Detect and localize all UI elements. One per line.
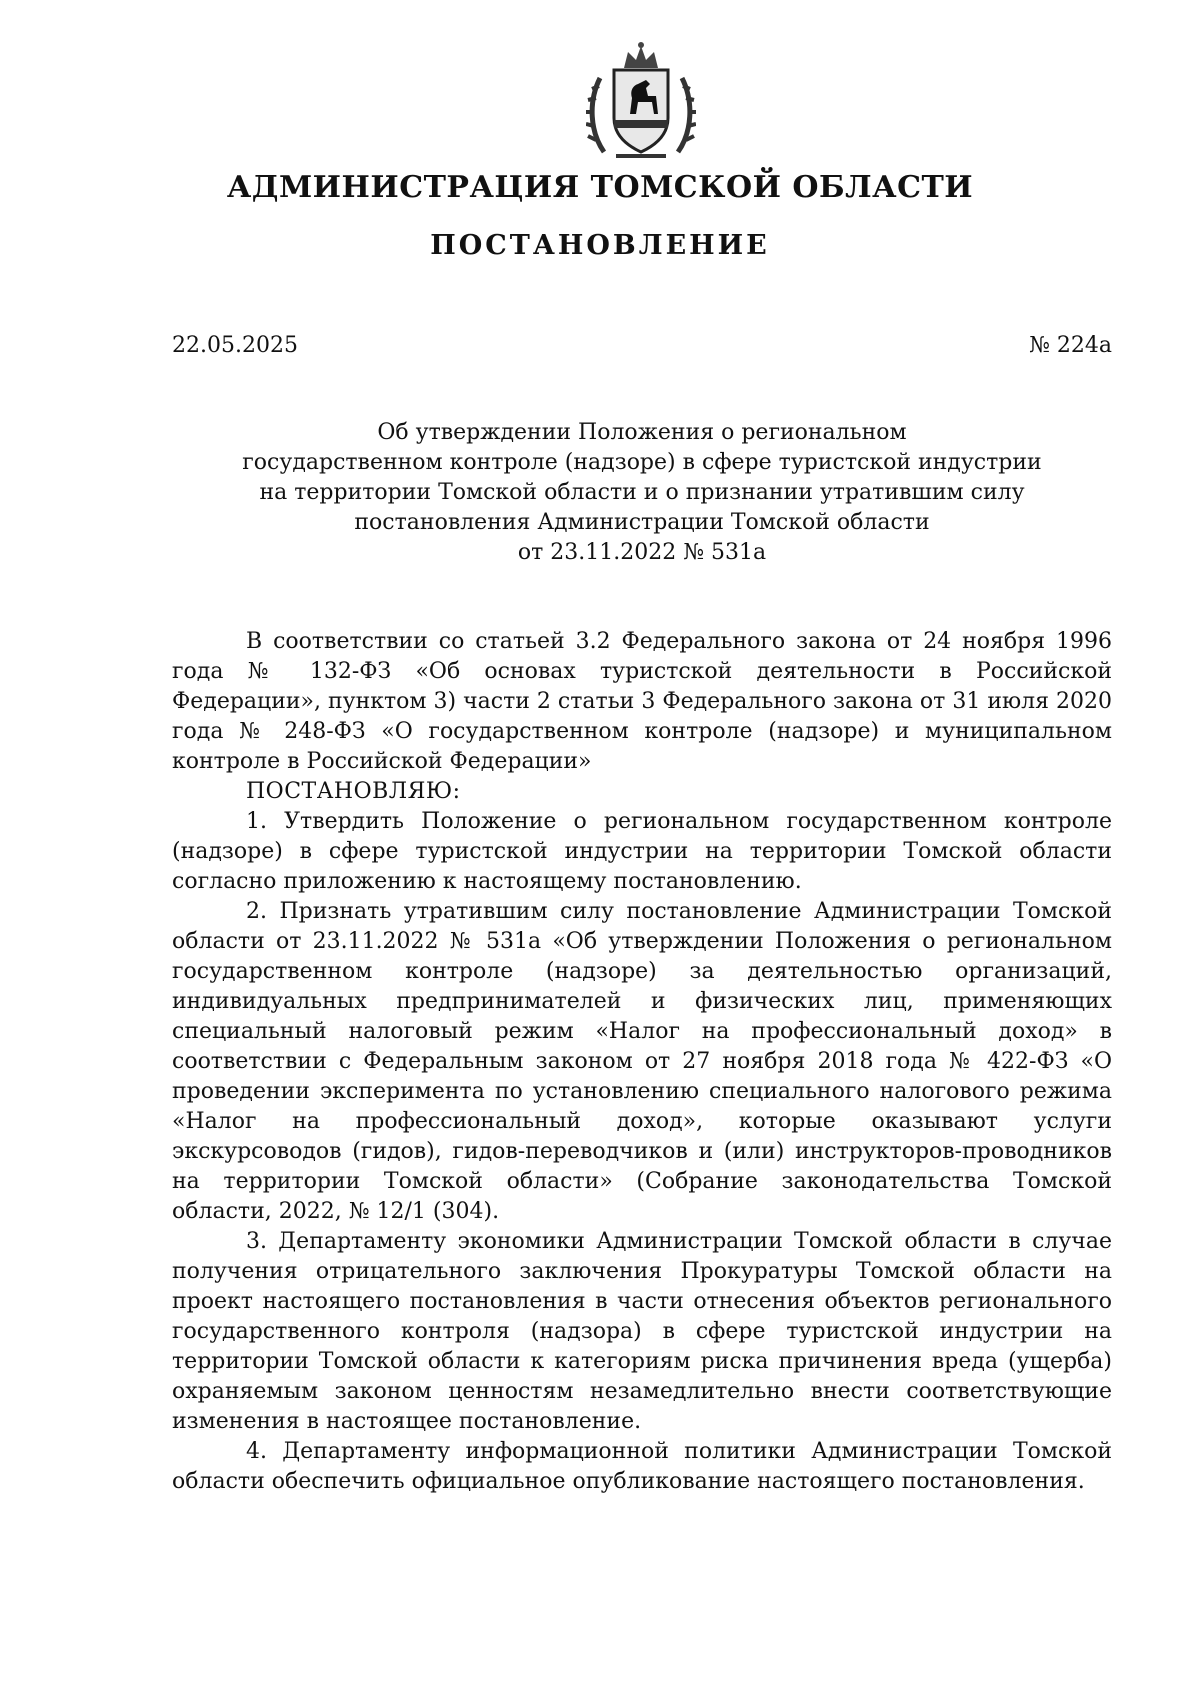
document-subject [172,418,1112,568]
preamble-paragraph: В соответствии со статьей 3.2 Федерального закона от 24 ноября 1996 года № 132-ФЗ «Об основах туристской деятельности в Российской Федерации», пунктом 3) части 2 статьи 3 Федерального закона от 31 июля 2020 года № 248-ФЗ «О государственном контроле (надзоре) и муниципальном контроле в Российской Федерации» [172,629,1112,774]
body-item-3: 3. Департаменту экономики Администрации Томской области в случае получения отрицательного заключения Прокуратуры Томской области на проект настоящего постановления в части отнесения объектов регионального государственного контроля (надзора) в сфере туристской индустрии на территории Томской области к категориям риска причинения вреда (ущерба) охраняемым законом ценностям незамедлительно внести соответствующие изменения в настоящее постановление. [172,1229,1112,1434]
body-item-1: 1. Утвердить Положение о региональном государственном контроле (надзоре) в сфере туристской индустрии на территории Томской области согласно приложению к настоящему постановлению. [172,809,1112,894]
organization-title: АДМИНИСТРАЦИЯ ТОМСКОЙ ОБЛАСТИ [226,170,974,205]
subject-line: от 23.11.2022 № 531а [517,540,767,565]
document-number: № 224а [1029,333,1112,358]
subject-line: государственном контроле (надзоре) в сфере туристской индустрии [242,450,1042,475]
body-item-2: 2. Признать утратившим силу постановление Администрации Томской области от 23.11.2022 № 531а «Об утверждении Положения о региональном государственном контроле (надзоре) за деятельностью организаций, индивидуальных предпринимателей и физических лиц, применяющих специальный налоговый режим «Налог на профессиональный доход» в соответствии с Федеральным законом от 27 ноября 2018 года № 422-ФЗ «О проведении эксперимента по установлению специального налогового режима «Налог на профессиональный доход», которые оказывают услуги экскурсоводов (гидов), гидов-переводчиков и (или) инструкторов-проводников на территории Томской области» (Собрание законодательства Томской области, 2022, № 12/1 (304). [172,899,1112,1224]
coat-of-arms-icon [586,40,696,166]
body-item-4: 4. Департаменту информационной политики Администрации Томской области обеспечить официальное опубликование настоящего постановления. [172,1439,1112,1494]
document-type: ПОСТАНОВЛЕНИЕ [430,230,770,261]
document-body [172,627,1112,1497]
decree-heading: ПОСТАНОВЛЯЮ: [246,779,461,804]
subject-line: Об утверждении Положения о региональном [377,420,907,445]
subject-line: на территории Томской области и о признании утратившим силу [259,480,1025,505]
document-date: 22.05.2025 [172,333,298,358]
subject-line: постановления Администрации Томской области [354,510,930,535]
